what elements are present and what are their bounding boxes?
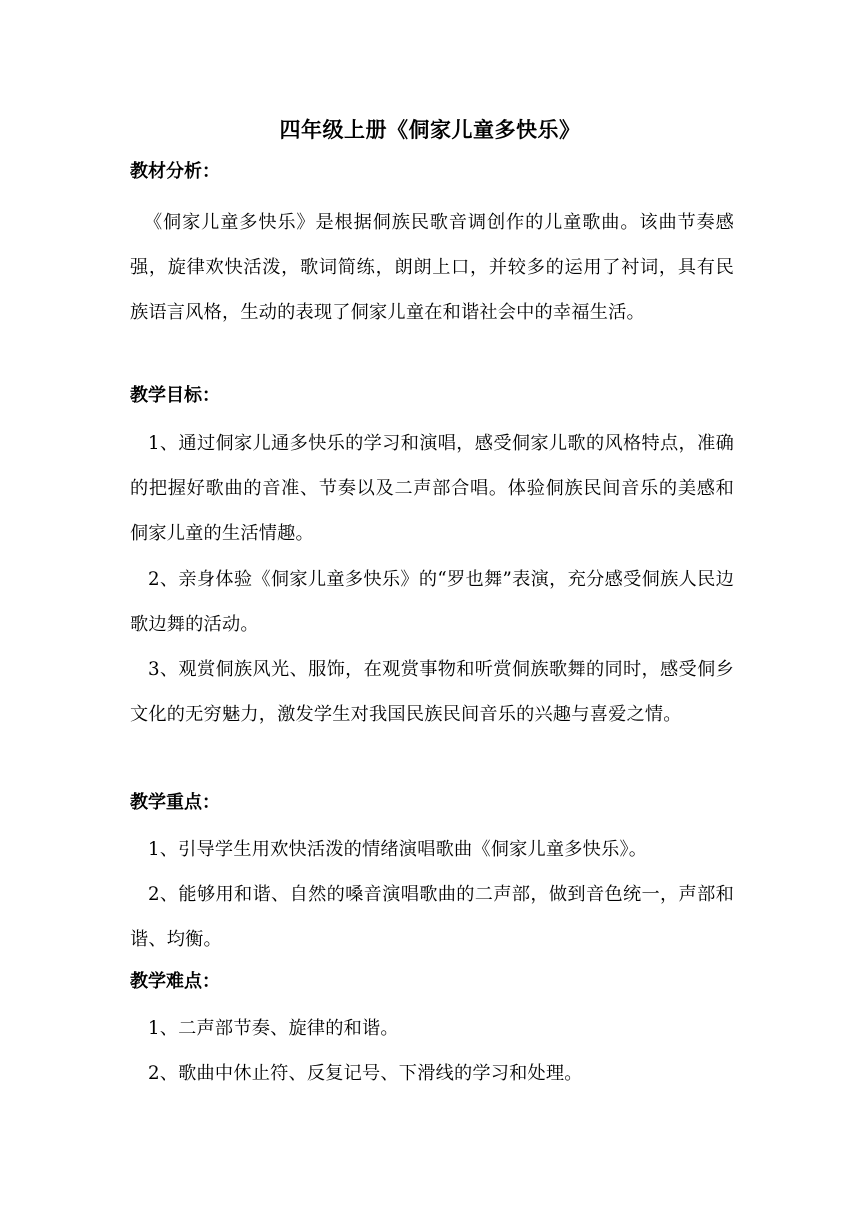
difficulty-item-1: 1、二声部节奏、旋律的和谐。	[148, 1018, 399, 1039]
heading-goals: 教学目标：	[130, 385, 220, 406]
key-point-item-1: 1、引导学生用欢快活泼的情绪演唱歌曲《侗家儿童多快乐》。	[148, 839, 648, 860]
difficulty-item-2: 2、歌曲中休止符、反复记号、下滑线的学习和处理。	[148, 1063, 583, 1084]
goal-item-2: 2、亲身体验《侗家儿童多快乐》的“罗也舞”表演，充分感受侗族人民边歌边舞的活动。	[130, 569, 734, 635]
goal-item-3: 3、观赏侗族风光、服饰，在观赏事物和听赏侗族歌舞的同时，感受侗乡文化的无穷魅力，激发学生对我国民族民间音乐的兴趣与喜爱之情。	[130, 659, 734, 725]
document-title: 四年级上册《侗家儿童多快乐》	[279, 118, 581, 142]
heading-key-points: 教学重点：	[130, 792, 220, 813]
goal-item-1: 1、通过侗家儿通多快乐的学习和演唱，感受侗家儿歌的风格特点，准确的把握好歌曲的音准、节奏以及二声部合唱。体验侗族民间音乐的美感和侗家儿童的生活情趣。	[130, 433, 734, 544]
heading-analysis: 教材分析：	[130, 161, 220, 182]
key-point-item-2: 2、能够用和谐、自然的嗓音演唱歌曲的二声部，做到音色统一，声部和谐、均衡。	[130, 884, 734, 950]
heading-difficulties: 教学难点：	[130, 971, 220, 992]
analysis-paragraph: 《侗家儿童多快乐》是根据侗族民歌音调创作的儿童歌曲。该曲节奏感强，旋律欢快活泼，歌词简练，朗朗上口，并较多的运用了衬词，具有民族语言风格，生动的表现了侗家儿童在和谐社会中的幸福生活。	[130, 212, 734, 323]
